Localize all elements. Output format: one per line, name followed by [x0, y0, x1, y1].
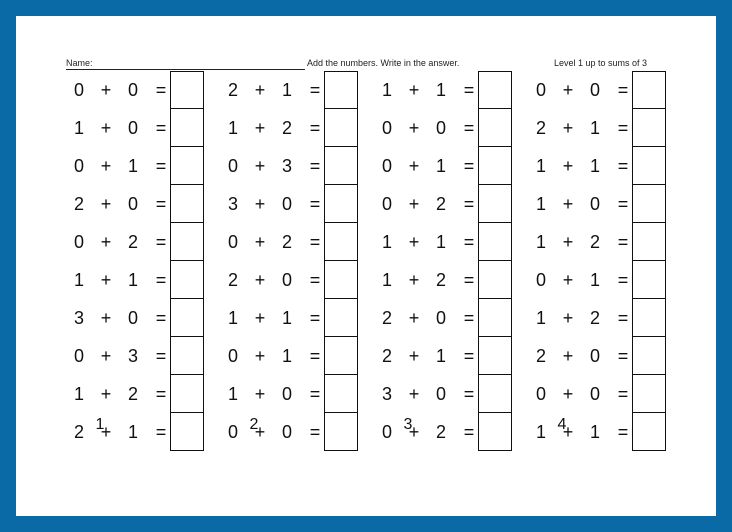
- problem-row: [534, 261, 684, 299]
- answer-box[interactable]: [324, 261, 358, 299]
- problem-row: [72, 109, 222, 147]
- plus-sign: +: [254, 346, 266, 366]
- answer-box[interactable]: [170, 337, 204, 375]
- plus-sign: +: [408, 232, 420, 252]
- addend-2: 3: [281, 156, 292, 176]
- answer-box[interactable]: [170, 261, 204, 299]
- problem-row: [72, 223, 222, 261]
- problem-row: [380, 71, 530, 109]
- plus-sign: +: [100, 194, 112, 214]
- addend-1: 1: [535, 422, 546, 442]
- answer-box[interactable]: [478, 147, 512, 185]
- problem-column-3: [380, 71, 530, 451]
- equals-sign: =: [617, 194, 629, 214]
- problem-row: [226, 261, 376, 299]
- answer-box[interactable]: [170, 375, 204, 413]
- problem-row: [380, 109, 530, 147]
- addend-2: 0: [281, 270, 292, 290]
- equals-sign: =: [617, 384, 629, 404]
- problem-row: [226, 299, 376, 337]
- answer-box[interactable]: [170, 71, 204, 109]
- addend-2: 0: [435, 384, 446, 404]
- answer-box[interactable]: [632, 71, 666, 109]
- addend-1: 2: [535, 118, 546, 138]
- problem-row: [72, 185, 222, 223]
- plus-sign: +: [254, 194, 266, 214]
- answer-box[interactable]: [170, 185, 204, 223]
- answer-box[interactable]: [324, 375, 358, 413]
- plus-sign: +: [100, 384, 112, 404]
- addend-2: 2: [435, 194, 446, 214]
- equals-sign: =: [463, 118, 475, 138]
- plus-sign: +: [408, 346, 420, 366]
- addend-2: 2: [281, 232, 292, 252]
- answer-box[interactable]: [170, 299, 204, 337]
- problem-row: [72, 261, 222, 299]
- equals-sign: =: [463, 270, 475, 290]
- equals-sign: =: [617, 308, 629, 328]
- equals-sign: =: [463, 80, 475, 100]
- column-number: 3: [403, 416, 413, 433]
- plus-sign: +: [100, 118, 112, 138]
- addend-2: 2: [281, 118, 292, 138]
- problem-row: [380, 261, 530, 299]
- answer-box[interactable]: [170, 147, 204, 185]
- addend-1: 1: [535, 308, 546, 328]
- answer-box[interactable]: [324, 71, 358, 109]
- addend-2: 1: [589, 118, 600, 138]
- plus-sign: +: [562, 80, 574, 100]
- addend-1: 2: [381, 346, 392, 366]
- addend-1: 1: [73, 118, 84, 138]
- plus-sign: +: [408, 156, 420, 176]
- problem-column-2: [226, 71, 376, 451]
- addend-1: 0: [535, 270, 546, 290]
- plus-sign: +: [254, 308, 266, 328]
- addend-1: 3: [73, 308, 84, 328]
- problem-row: [534, 223, 684, 261]
- addend-2: 0: [127, 80, 138, 100]
- plus-sign: +: [562, 422, 574, 442]
- equals-sign: =: [309, 270, 321, 290]
- equals-sign: =: [617, 232, 629, 252]
- problem-row: [72, 337, 222, 375]
- equals-sign: =: [155, 270, 167, 290]
- plus-sign: +: [408, 118, 420, 138]
- plus-sign: +: [254, 384, 266, 404]
- equals-sign: =: [309, 232, 321, 252]
- addend-1: 2: [227, 270, 238, 290]
- addend-1: 1: [73, 384, 84, 404]
- equals-sign: =: [155, 194, 167, 214]
- plus-sign: +: [100, 346, 112, 366]
- answer-box[interactable]: [324, 337, 358, 375]
- addend-1: 2: [381, 308, 392, 328]
- plus-sign: +: [408, 270, 420, 290]
- addend-2: 2: [127, 232, 138, 252]
- answer-box[interactable]: [170, 109, 204, 147]
- addend-2: 1: [589, 156, 600, 176]
- equals-sign: =: [463, 156, 475, 176]
- plus-sign: +: [254, 422, 266, 442]
- addend-2: 2: [589, 308, 600, 328]
- addend-2: 0: [589, 346, 600, 366]
- addend-2: 2: [589, 232, 600, 252]
- answer-box[interactable]: [632, 185, 666, 223]
- answer-box[interactable]: [170, 223, 204, 261]
- problem-row: [534, 375, 684, 413]
- addend-1: 1: [535, 232, 546, 252]
- addend-2: 1: [127, 422, 138, 442]
- problem-row: [380, 375, 530, 413]
- problem-row: [226, 375, 376, 413]
- equals-sign: =: [155, 156, 167, 176]
- answer-box[interactable]: [478, 71, 512, 109]
- answer-box[interactable]: [324, 223, 358, 261]
- worksheet-page: [16, 16, 716, 516]
- problem-row: [380, 147, 530, 185]
- equals-sign: =: [463, 346, 475, 366]
- equals-sign: =: [155, 80, 167, 100]
- equals-sign: =: [463, 232, 475, 252]
- equals-sign: =: [309, 384, 321, 404]
- addend-1: 2: [73, 194, 84, 214]
- addend-1: 1: [381, 80, 392, 100]
- equals-sign: =: [309, 156, 321, 176]
- answer-box[interactable]: [478, 375, 512, 413]
- addend-1: 1: [227, 308, 238, 328]
- answer-box[interactable]: [632, 375, 666, 413]
- plus-sign: +: [254, 80, 266, 100]
- addend-1: 0: [73, 156, 84, 176]
- plus-sign: +: [100, 308, 112, 328]
- answer-box[interactable]: [324, 413, 358, 451]
- addend-2: 1: [589, 422, 600, 442]
- problem-row: [72, 71, 222, 109]
- addend-2: 0: [435, 118, 446, 138]
- answer-box[interactable]: [170, 413, 204, 451]
- plus-sign: +: [562, 194, 574, 214]
- problem-row: [72, 299, 222, 337]
- problem-row: [380, 299, 530, 337]
- answer-box[interactable]: [478, 185, 512, 223]
- addend-1: 1: [73, 270, 84, 290]
- answer-box[interactable]: [632, 223, 666, 261]
- addend-2: 1: [127, 156, 138, 176]
- column-number: 1: [95, 416, 105, 433]
- equals-sign: =: [463, 384, 475, 404]
- plus-sign: +: [408, 308, 420, 328]
- plus-sign: +: [408, 194, 420, 214]
- addend-1: 0: [227, 156, 238, 176]
- equals-sign: =: [155, 422, 167, 442]
- plus-sign: +: [562, 156, 574, 176]
- addend-1: 1: [535, 156, 546, 176]
- problem-row: [226, 337, 376, 375]
- problem-row: [226, 109, 376, 147]
- equals-sign: =: [617, 422, 629, 442]
- plus-sign: +: [254, 118, 266, 138]
- addend-2: 1: [435, 80, 446, 100]
- addend-1: 0: [381, 118, 392, 138]
- answer-box[interactable]: [324, 147, 358, 185]
- problem-row: [226, 223, 376, 261]
- answer-box[interactable]: [632, 337, 666, 375]
- plus-sign: +: [254, 156, 266, 176]
- addend-2: 1: [281, 80, 292, 100]
- addend-2: 2: [435, 270, 446, 290]
- addend-1: 0: [535, 384, 546, 404]
- addend-2: 1: [127, 270, 138, 290]
- addend-1: 1: [227, 118, 238, 138]
- plus-sign: +: [100, 232, 112, 252]
- plus-sign: +: [408, 384, 420, 404]
- addend-1: 0: [381, 194, 392, 214]
- addend-2: 0: [589, 194, 600, 214]
- answer-box[interactable]: [478, 261, 512, 299]
- plus-sign: +: [100, 80, 112, 100]
- equals-sign: =: [155, 232, 167, 252]
- addend-2: 0: [127, 118, 138, 138]
- problem-row: [72, 147, 222, 185]
- addend-1: 1: [227, 384, 238, 404]
- answer-box[interactable]: [478, 223, 512, 261]
- problem-row: [534, 337, 684, 375]
- addend-2: 0: [589, 80, 600, 100]
- problem-row: [380, 223, 530, 261]
- addend-1: 0: [227, 346, 238, 366]
- plus-sign: +: [254, 232, 266, 252]
- equals-sign: =: [309, 118, 321, 138]
- addend-2: 2: [127, 384, 138, 404]
- answer-box[interactable]: [632, 261, 666, 299]
- addend-2: 0: [589, 384, 600, 404]
- equals-sign: =: [463, 194, 475, 214]
- equals-sign: =: [617, 80, 629, 100]
- equals-sign: =: [617, 346, 629, 366]
- equals-sign: =: [155, 308, 167, 328]
- addend-2: 0: [281, 422, 292, 442]
- problem-column-1: [72, 71, 222, 451]
- answer-box[interactable]: [324, 299, 358, 337]
- answer-box[interactable]: [478, 413, 512, 451]
- addend-2: 0: [281, 194, 292, 214]
- addend-2: 1: [281, 346, 292, 366]
- equals-sign: =: [155, 384, 167, 404]
- problem-column-4: [534, 71, 684, 451]
- equals-sign: =: [155, 118, 167, 138]
- problem-row: [226, 185, 376, 223]
- addend-2: 0: [281, 384, 292, 404]
- plus-sign: +: [100, 156, 112, 176]
- plus-sign: +: [100, 422, 112, 442]
- answer-box[interactable]: [478, 299, 512, 337]
- addend-2: 0: [127, 308, 138, 328]
- equals-sign: =: [617, 156, 629, 176]
- answer-box[interactable]: [478, 109, 512, 147]
- answer-box[interactable]: [632, 109, 666, 147]
- level-text: Level 1 up to sums of 3: [554, 58, 648, 68]
- plus-sign: +: [100, 270, 112, 290]
- equals-sign: =: [155, 346, 167, 366]
- problem-row: [534, 299, 684, 337]
- answer-box[interactable]: [632, 147, 666, 185]
- addend-1: 1: [381, 232, 392, 252]
- plus-sign: +: [254, 270, 266, 290]
- addend-1: 0: [381, 156, 392, 176]
- problem-row: [380, 337, 530, 375]
- equals-sign: =: [309, 308, 321, 328]
- addend-1: 0: [227, 232, 238, 252]
- problem-row: [534, 147, 684, 185]
- answer-box[interactable]: [632, 299, 666, 337]
- addend-1: 0: [73, 232, 84, 252]
- addend-1: 0: [227, 422, 238, 442]
- answer-box[interactable]: [632, 413, 666, 451]
- problem-row: [534, 71, 684, 109]
- addend-2: 3: [127, 346, 138, 366]
- addend-2: 0: [435, 308, 446, 328]
- plus-sign: +: [408, 422, 420, 442]
- plus-sign: +: [562, 118, 574, 138]
- addend-2: 1: [435, 156, 446, 176]
- addend-1: 3: [381, 384, 392, 404]
- addend-2: 1: [281, 308, 292, 328]
- addend-2: 1: [435, 232, 446, 252]
- equals-sign: =: [309, 80, 321, 100]
- equals-sign: =: [463, 422, 475, 442]
- plus-sign: +: [562, 346, 574, 366]
- problem-row: [226, 147, 376, 185]
- addend-1: 0: [73, 80, 84, 100]
- addend-2: 2: [435, 422, 446, 442]
- addend-1: 0: [535, 80, 546, 100]
- equals-sign: =: [463, 308, 475, 328]
- addend-1: 2: [73, 422, 84, 442]
- plus-sign: +: [562, 308, 574, 328]
- addend-1: 1: [535, 194, 546, 214]
- addend-1: 2: [227, 80, 238, 100]
- plus-sign: +: [562, 232, 574, 252]
- plus-sign: +: [562, 270, 574, 290]
- problem-row: [72, 375, 222, 413]
- plus-sign: +: [562, 384, 574, 404]
- addend-1: 3: [227, 194, 238, 214]
- problem-row: [534, 185, 684, 223]
- equals-sign: =: [309, 422, 321, 442]
- addend-2: 1: [589, 270, 600, 290]
- addend-1: 1: [381, 270, 392, 290]
- addend-1: 2: [535, 346, 546, 366]
- name-label: Name:: [66, 58, 305, 70]
- addend-1: 0: [381, 422, 392, 442]
- problem-row: [380, 185, 530, 223]
- addend-2: 1: [435, 346, 446, 366]
- column-number: 2: [249, 416, 259, 433]
- equals-sign: =: [309, 346, 321, 366]
- answer-box[interactable]: [478, 337, 512, 375]
- equals-sign: =: [617, 118, 629, 138]
- equals-sign: =: [617, 270, 629, 290]
- addend-1: 0: [73, 346, 84, 366]
- column-number: 4: [557, 416, 567, 433]
- answer-box[interactable]: [324, 109, 358, 147]
- plus-sign: +: [408, 80, 420, 100]
- problem-row: [534, 109, 684, 147]
- answer-box[interactable]: [324, 185, 358, 223]
- problem-row: [226, 71, 376, 109]
- addend-2: 0: [127, 194, 138, 214]
- instructions-text: Add the numbers. Write in the answer.: [307, 58, 460, 68]
- equals-sign: =: [309, 194, 321, 214]
